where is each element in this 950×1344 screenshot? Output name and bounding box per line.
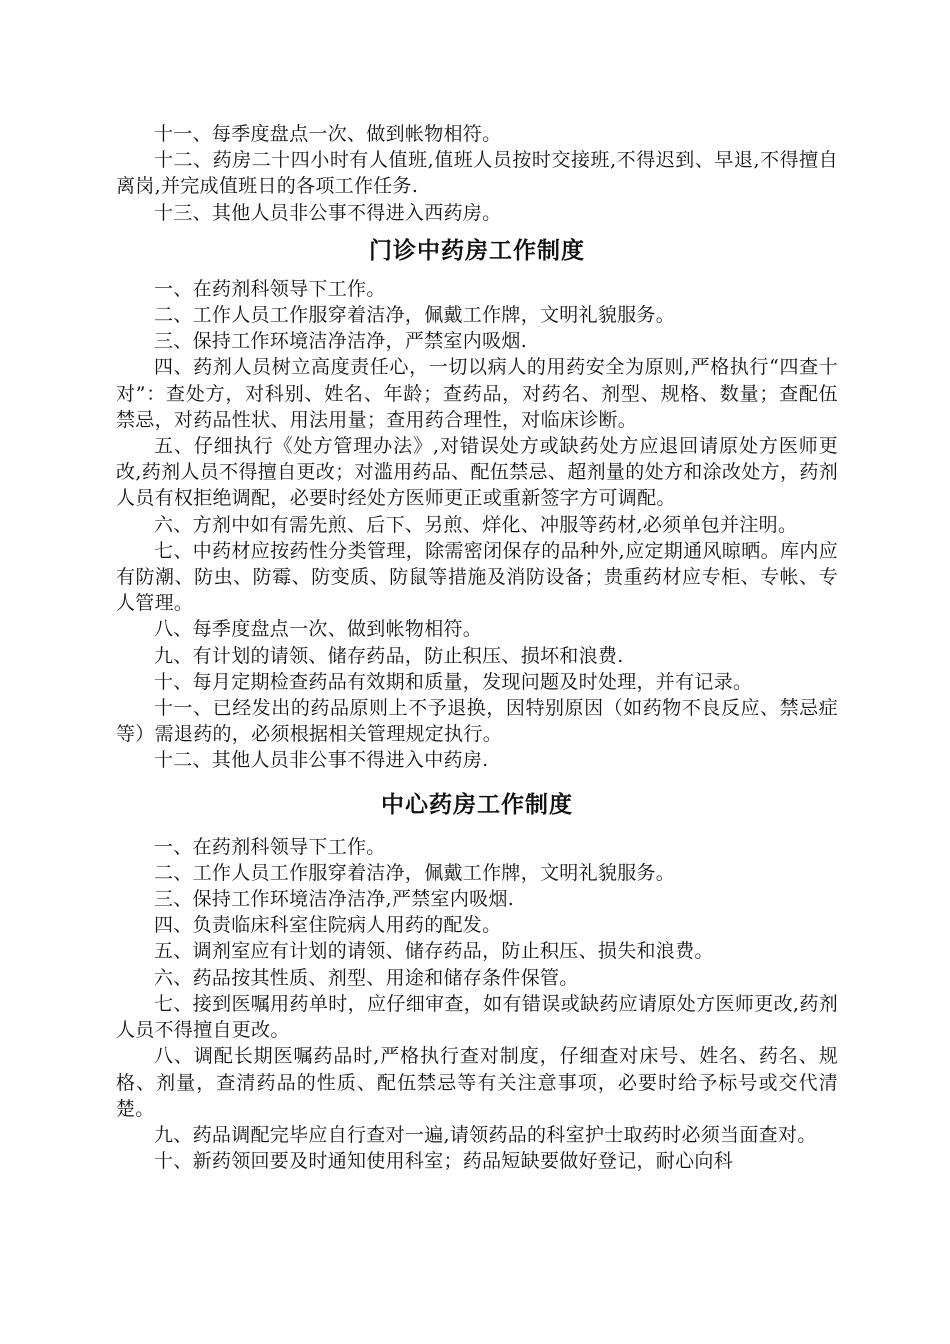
document-page <box>116 121 838 1174</box>
section-central-pharmacy <box>116 834 838 1175</box>
section-title-central-pharmacy: 中心药房工作制度 <box>381 791 573 818</box>
rule-paragraph: 五、仔细执行《处方管理办法》,对错误处方或缺药处方应退回请原处方医师更改,药剂人员不得擅自更改；对滥用药品、配伍禁忌、超剂量的处方和涂改处方，药剂人员有权拒绝调配，必要时经处方医师更正或重新签字方可调配。 <box>116 435 838 510</box>
rule-paragraph: 一、在药剂科领导下工作。 <box>154 835 386 858</box>
rule-paragraph: 一、在药剂科领导下工作。 <box>154 277 386 300</box>
section-title-outpatient-chinese-pharmacy: 门诊中药房工作制度 <box>369 237 585 264</box>
rule-paragraph: 四、药剂人员树立高度责任心，一切以病人的用药安全为原则,严格执行“四查十对”：查处方，对科别、姓名、年龄；查药品，对药名、剂型、规格、数量；查配伍禁忌，对药品性状、用法用量；查用药合理性，对临床诊断。 <box>116 356 838 431</box>
rule-paragraph: 三、保持工作环境洁净洁净，严禁室内吸烟. <box>154 330 528 353</box>
rule-paragraph: 八、每季度盘点一次、做到帐物相符。 <box>154 618 483 641</box>
rule-paragraph: 八、调配长期医嘱药品时,严格执行查对制度，仔细查对床号、姓名、药名、规格、剂量，查清药品的性质、配伍禁忌等有关注意事项，必要时给予标号或交代清楚。 <box>116 1045 838 1120</box>
rule-paragraph: 九、药品调配完毕应自行查对一遍,请领药品的科室护士取药时必须当面查对。 <box>154 1123 817 1146</box>
rule-paragraph: 七、接到医嘱用药单时，应仔细审查，如有错误或缺药应请原处方医师更改,药剂人员不得擅自更改。 <box>116 992 838 1042</box>
rule-paragraph: 二、工作人员工作服穿着洁净，佩戴工作牌，文明礼貌服务。 <box>154 304 676 327</box>
rule-paragraph: 三、保持工作环境洁净洁净,严禁室内吸烟. <box>154 888 515 911</box>
rule-paragraph: 二、工作人员工作服穿着洁净，佩戴工作牌，文明礼貌服务。 <box>154 861 676 884</box>
rule-paragraph: 九、有计划的请领、储存药品，防止积压、损坏和浪费. <box>154 644 624 667</box>
section-outpatient-chinese-pharmacy <box>116 276 838 774</box>
rule-paragraph: 十二、药房二十四小时有人值班,值班人员按时交接班,不得迟到、早退,不得擅自离岗,并完成值班日的各项工作任务. <box>116 149 838 198</box>
rule-paragraph: 十、每月定期检查药品有效期和质量，发现问题及时处理，并有记录。 <box>154 670 753 693</box>
rule-paragraph: 十二、其他人员非公事不得进入中药房. <box>154 749 489 772</box>
rule-paragraph: 七、中药材应按药性分类管理，除需密闭保存的品种外,应定期通风晾晒。库内应有防潮、防虫、防霉、防变质、防鼠等措施及消防设备；贵重药材应专柜、专帐、专人管理。 <box>116 539 838 615</box>
rule-paragraph: 四、负责临床科室住院病人用药的配发。 <box>154 914 502 937</box>
rule-paragraph: 十、新药领回要及时通知使用科室；药品短缺要做好登记，耐心向科 <box>154 1150 734 1173</box>
section-western-pharmacy-tail <box>116 121 838 226</box>
rule-paragraph: 五、调剂室应有计划的请领、储存药品，防止积压、损失和浪费。 <box>154 940 714 963</box>
rule-paragraph: 六、方剂中如有需先煎、后下、另煎、烊化、冲服等药材,必须单包并注明。 <box>154 513 798 536</box>
rule-paragraph: 十三、其他人员非公事不得进入西药房。 <box>154 201 502 224</box>
rule-paragraph: 十一、每季度盘点一次、做到帐物相符。 <box>154 123 502 145</box>
rule-paragraph: 十一、已经发出的药品原则上不予退换，因特别原因（如药物不良反应、禁忌症等）需退药的，必须根据相关管理规定执行。 <box>116 697 838 746</box>
rule-paragraph: 六、药品按其性质、剂型、用途和储存条件保管。 <box>154 966 579 989</box>
